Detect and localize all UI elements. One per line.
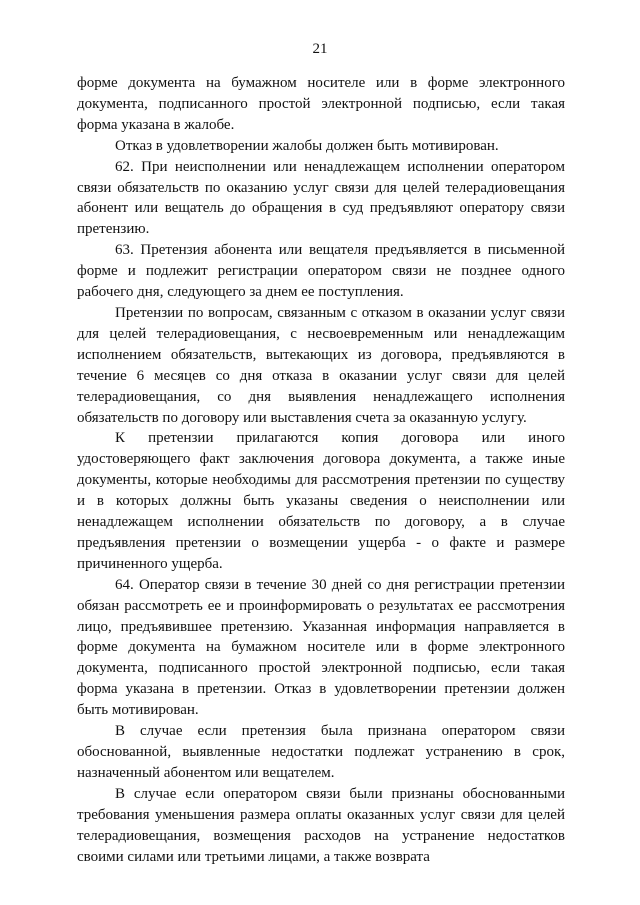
paragraph-claim-attachments: К претензии прилагаются копия договора или иного удостоверяющего факт заключения договора документа, а также иные документы, которые необходимы для рассмотрения претензии по существу и в которых должны быть указаны сведения о неисполнении или ненадлежащем исполнении обязательств по договору, а в случае предъявления претензии о возмещении ущерба - о факте и размере причиненного ущерба.: [77, 430, 565, 572]
paragraph-63: 63. Претензия абонента или вещателя предъявляется в письменной форме и подлежит регистрации оператором связи не позднее одного рабочего дня, следующего за днем ее поступления.: [77, 242, 565, 301]
paragraph-claims-deadline: Претензии по вопросам, связанным с отказом в оказании услуг связи для целей телерадиовещания, с несвоевременным или ненадлежащим исполнением обязательств, вытекающих из договора, предъявляются в течение 6 месяцев со дня отказа в оказании услуг связи для целей телерадиовещания, со дня выявления ненадлежащего исполнения обязательств по договору или выставления счета за оказанную услугу.: [77, 304, 565, 426]
page-number: 21: [312, 41, 328, 57]
paragraph-justified-requirements: В случае если оператором связи были признаны обоснованными требования уменьшения размера оплаты оказанных услуг связи для целей телерадиовещания, возмещения расходов на устранение недостатков своими силами или третьими лицами, а также возврата: [77, 785, 565, 865]
paragraph-continuation: форме документа на бумажном носителе или в форме электронного документа, подписанного простой электронной подписью, если такая форма указана в жалобе.: [77, 75, 565, 133]
paragraph-64: 64. Оператор связи в течение 30 дней со дня регистрации претензии обязан рассмотреть ее и проинформировать о результатах ее рассмотрения лицо, предъявившее претензию. Указанная информация направляется в форме документа на бумажном носителе или в форме электронного документа, подписанного простой электронной подписью, если такая форма указана в претензии. Отказ в удовлетворении претензии должен быть мотивирован.: [77, 576, 565, 719]
document-body: [77, 73, 565, 867]
paragraph-62: 62. При неисполнении или ненадлежащем исполнении оператором связи обязательств по оказанию услуг связи для целей телерадиовещания абонент или вещатель до обращения в суд предъявляют оператору связи претензию.: [77, 158, 565, 238]
paragraph-refusal-motivated: Отказ в удовлетворении жалобы должен быть мотивирован.: [115, 137, 499, 154]
paragraph-justified-claim: В случае если претензия была признана оператором связи обоснованной, выявленные недостатки подлежат устранению в срок, назначенный абонентом или вещателем.: [77, 723, 565, 781]
